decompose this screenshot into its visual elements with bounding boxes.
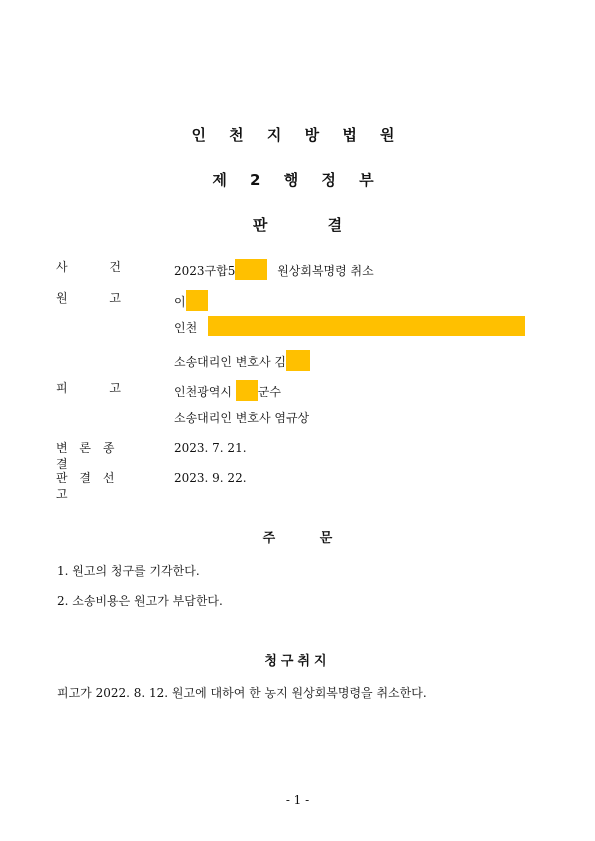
- hearing-end-date: 2023. 7. 21.: [174, 441, 247, 455]
- defendant-attorney: 소송대리인 변호사 염규상: [174, 411, 310, 425]
- plaintiff-attorney-text: 소송대리인 변호사 김: [174, 355, 286, 369]
- plaintiff-label: 원 고: [56, 291, 121, 305]
- document-type: 판 결: [252, 216, 343, 234]
- plaintiff-name-text: 이: [174, 295, 186, 309]
- defendant-label: 피 고: [56, 381, 121, 395]
- division-name: 제 2 행 정 부: [212, 171, 383, 189]
- page-number: - 1 -: [285, 793, 310, 807]
- plaintiff-address: [174, 320, 197, 336]
- defendant-name-text: 인천광역시: [174, 385, 232, 399]
- court-name: 인 천 지 방 법 원: [191, 126, 404, 144]
- redaction-block: [236, 380, 258, 401]
- order-title: 주 문: [262, 531, 333, 546]
- case-label: 사 건: [56, 260, 121, 274]
- plaintiff-name: [174, 290, 208, 311]
- case-title: 원상회복명령 취소: [277, 264, 374, 278]
- order-item-2: 2. 소송비용은 원고가 부담한다.: [57, 594, 223, 608]
- hearing-end-label: 변 론 종 결: [56, 441, 118, 471]
- defendant-name: [174, 380, 281, 401]
- claim-text: 피고가 2022. 8. 12. 원고에 대하여 한 농지 원상회복명령을 취소한다.: [57, 686, 427, 700]
- redaction-block: [286, 350, 310, 371]
- defendant-name-suffix: 군수: [257, 385, 281, 399]
- plaintiff-attorney: [174, 350, 310, 371]
- plaintiff-address-text: 인천: [174, 321, 198, 335]
- case-value: [174, 259, 374, 280]
- judgment-date-label: 판 결 선 고: [56, 471, 118, 501]
- claim-title: 청구취지: [264, 654, 331, 669]
- redaction-block: [235, 259, 267, 280]
- redaction-block: [208, 316, 525, 336]
- judgment-date: 2023. 9. 22.: [174, 471, 247, 485]
- order-item-1: 1. 원고의 청구를 기각한다.: [57, 564, 200, 578]
- redaction-block: [186, 290, 208, 311]
- case-number: 2023구합5: [174, 264, 236, 278]
